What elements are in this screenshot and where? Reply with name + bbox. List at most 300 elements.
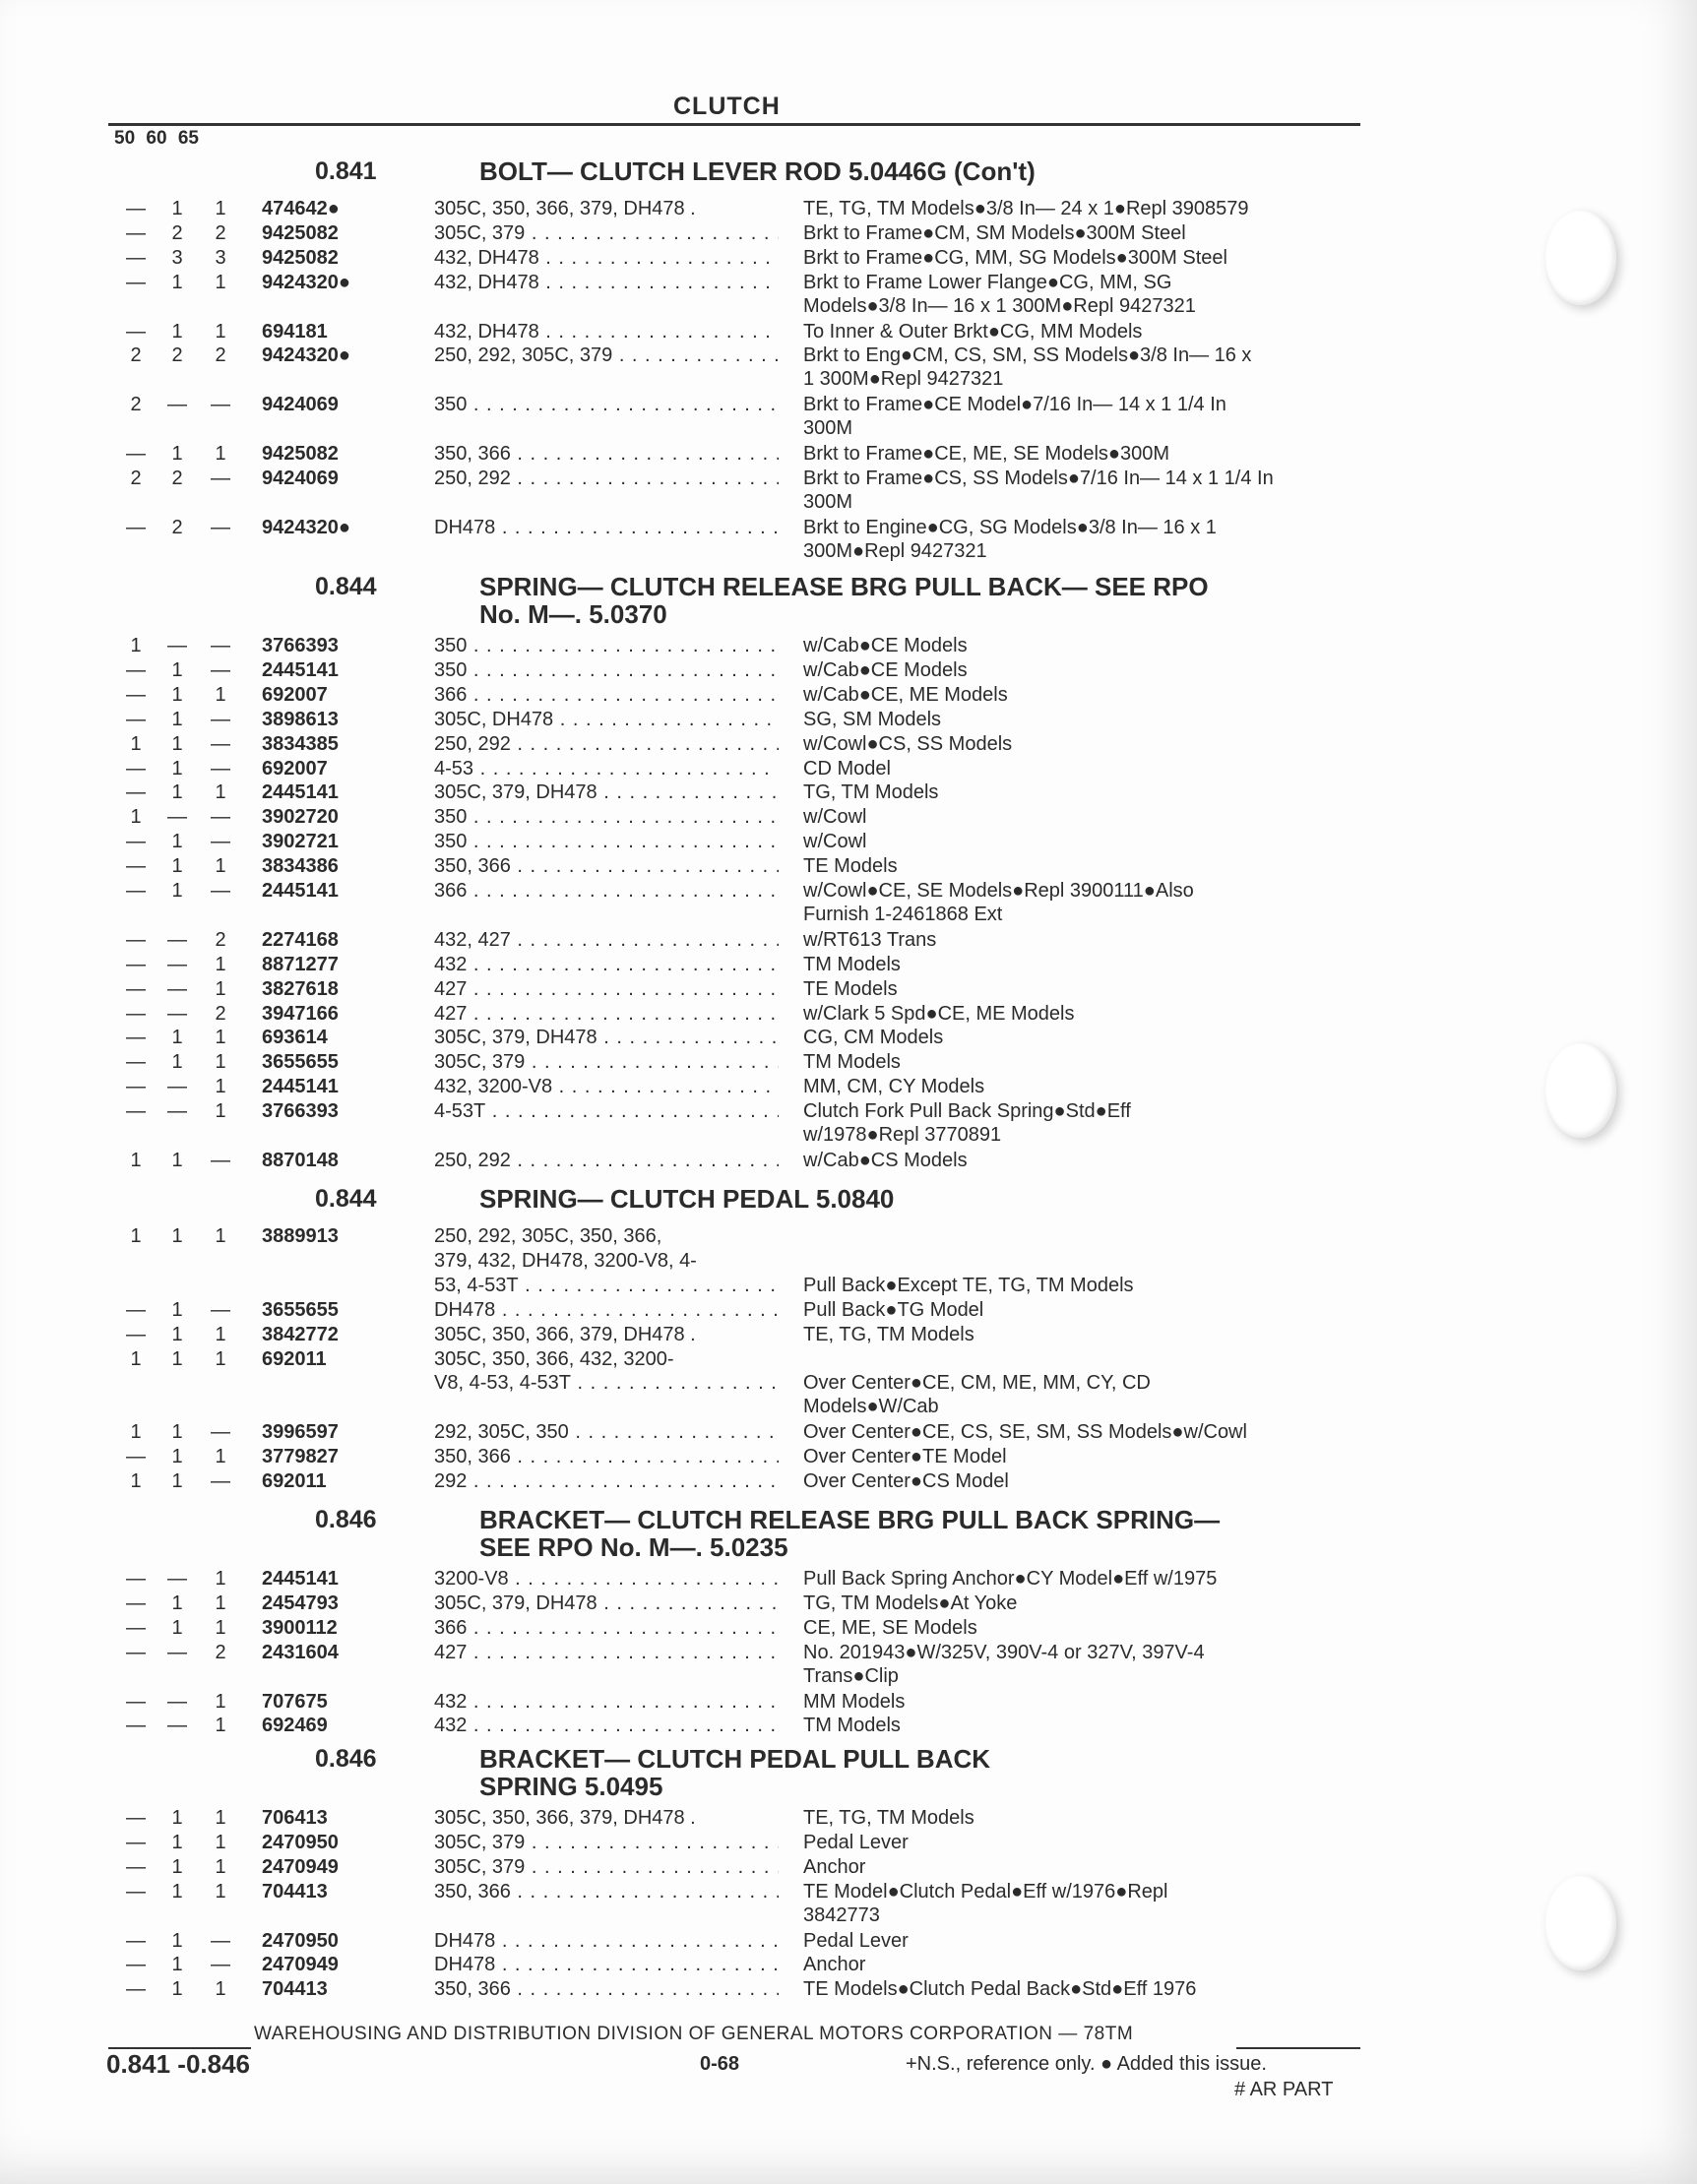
model-list: 432, DH478 . . . (434, 246, 779, 270)
description-line: CG, CM Models (803, 1027, 944, 1049)
punch-hole-bottom (1545, 1876, 1616, 1970)
description-line: CD Model (803, 757, 891, 780)
qty-1950: — (126, 246, 146, 269)
description-line: Over Center●CE, CS, SE, SM, SS Models●w/Cowl (803, 1421, 1247, 1444)
model-list: DH478 . . . (434, 516, 779, 539)
part-number: 2445141 (262, 658, 339, 681)
qty-1965: — (211, 394, 230, 416)
qty-1965: 1 (215, 271, 226, 293)
qty-1965: 2 (215, 344, 226, 367)
description-line: Brkt to Frame●CE Model●7/16 In— 14 x 1 1/4 In (803, 394, 1226, 416)
page-range: 0.841 -0.846 (106, 2049, 251, 2079)
qty-1960: 1 (171, 1347, 183, 1370)
model-list: 4-53T . . . (434, 1099, 779, 1123)
description-line: Over Center●CE, CM, ME, MM, CY, CD (803, 1372, 1151, 1395)
part-number: 2470950 (262, 1831, 339, 1853)
description (803, 1099, 1131, 1147)
qty-1960: 1 (171, 1591, 183, 1614)
description-line: 300M●Repl 9427321 (803, 539, 987, 562)
qty-1960: 1 (171, 1880, 183, 1903)
qty-1965: 1 (215, 1880, 226, 1903)
description (803, 879, 1194, 926)
description (803, 246, 1227, 270)
qty-1960: 1 (171, 443, 183, 465)
qty-1960: — (167, 635, 187, 656)
description-line: MM, CM, CY Models (803, 1076, 985, 1098)
qty-1960: — (167, 928, 187, 951)
description-line: 1 300M●Repl 9427321 (803, 368, 1004, 391)
section-number: 0.846 (315, 1506, 377, 1533)
section-title-line: SPRING— CLUTCH PEDAL 5.0840 (479, 1184, 895, 1214)
description (803, 1323, 974, 1346)
part-number: 3902720 (262, 806, 339, 829)
model-list: 427 . . . (434, 977, 779, 1001)
part-number: 3655655 (262, 1051, 339, 1074)
qty-1965: 1 (215, 1446, 226, 1468)
qty-1960: 1 (171, 1929, 183, 1952)
qty-1965: — (211, 1929, 230, 1952)
section-title-line: BRACKET— CLUTCH PEDAL PULL BACK (479, 1744, 991, 1774)
part-number: 694181 (262, 320, 328, 343)
qty-1960: 1 (171, 1807, 183, 1829)
qty-1960: 1 (171, 1323, 183, 1345)
description (803, 1690, 905, 1714)
qty-1960: 1 (171, 1421, 183, 1444)
qty-1950: 1 (130, 806, 142, 829)
legend-line: # AR PART (1234, 2079, 1334, 2100)
model-list: 432, DH478 . . . (434, 271, 779, 294)
part-number: 3842772 (262, 1323, 339, 1345)
footer-divider-right (1236, 2047, 1360, 2049)
description-line: To Inner & Outer Brkt●CG, MM Models (803, 320, 1143, 343)
section-title-line: SPRING— CLUTCH RELEASE BRG PULL BACK— SEE RPO (479, 572, 1209, 601)
part-number: 2445141 (262, 1568, 339, 1590)
model-list: 305C, 379 . . . (434, 221, 779, 245)
qty-1965: 1 (215, 977, 226, 1000)
description-line: Brkt to Frame●CM, SM Models●300M Steel (803, 221, 1186, 244)
description (803, 197, 1249, 220)
model-list: 366 . . . (434, 1616, 779, 1640)
qty-1960: 1 (171, 1225, 183, 1247)
description-line: Brkt to Engine●CG, SG Models●3/8 In— 16 x 1 (803, 516, 1217, 538)
qty-1950: — (126, 1002, 146, 1025)
description (803, 1469, 1009, 1493)
description-line: TE, TG, TM Models●3/8 In— 24 x 1●Repl 3908579 (803, 198, 1249, 219)
part-number: 2445141 (262, 1076, 339, 1098)
section-title (479, 1745, 990, 1800)
description-line: TM Models (803, 953, 901, 975)
description-line: w/Cowl●CS, SS Models (803, 732, 1013, 755)
part-number: 9424069 (262, 394, 339, 416)
part-number: 2445141 (262, 880, 339, 902)
punch-hole-middle (1545, 1043, 1616, 1138)
model-list: 432, DH478 . . . (434, 320, 779, 343)
description (803, 1567, 1217, 1591)
section-title (479, 1506, 1220, 1561)
model-list: 432 . . . (434, 953, 779, 976)
description-line: w/Cab●CE Models (803, 635, 968, 656)
qty-1960: 1 (171, 1954, 183, 1976)
qty-1950: — (126, 831, 146, 853)
qty-1965: — (211, 1954, 230, 1976)
qty-1965: — (211, 1298, 230, 1321)
qty-1965: — (211, 467, 230, 489)
part-number: 3766393 (262, 1100, 339, 1123)
qty-1965: 1 (215, 1100, 226, 1123)
part-number: 707675 (262, 1690, 328, 1713)
qty-1960: 1 (171, 658, 183, 681)
qty-1965: — (211, 1470, 230, 1492)
description (803, 1420, 1247, 1444)
description (803, 928, 936, 952)
description-line: TE Models●Clutch Pedal Back●Std●Eff 1976 (803, 1978, 1197, 2001)
qty-1965: 1 (215, 1591, 226, 1614)
description-line: Models●3/8 In— 16 x 1 300M●Repl 9427321 (803, 294, 1196, 317)
description-line: w/Cab●CE Models (803, 658, 968, 681)
qty-1950: — (126, 1100, 146, 1123)
footer-division: WAREHOUSING AND DISTRIBUTION DIVISION OF GENERAL MOTORS CORPORATION — 78TM (254, 2024, 1134, 2044)
description (803, 1298, 983, 1322)
description (803, 1929, 909, 1953)
part-number: 3834386 (262, 855, 339, 878)
qty-1960: — (167, 1690, 187, 1713)
model-list: 427 . . . (434, 1002, 779, 1026)
qty-1960: 1 (171, 757, 183, 780)
qty-1965: 1 (215, 1323, 226, 1345)
part-number: 3655655 (262, 1298, 339, 1321)
qty-1965: — (211, 1421, 230, 1444)
part-number: 2470950 (262, 1929, 339, 1952)
section-title-line: BOLT— CLUTCH LEVER ROD 5.0446G (Con't) (479, 156, 1036, 186)
description (803, 854, 898, 878)
section-title (479, 1185, 894, 1213)
part-number: 8871277 (262, 953, 339, 975)
description (803, 1880, 1168, 1927)
qty-1950: — (126, 757, 146, 780)
description (803, 221, 1186, 245)
part-number: 2274168 (262, 928, 339, 951)
qty-1965: 1 (215, 1568, 226, 1590)
qty-1960: 1 (171, 683, 183, 706)
qty-1950: 1 (130, 635, 142, 656)
description (803, 732, 1012, 756)
qty-1965: — (211, 757, 230, 780)
model-list: 305C, 379, DH478 . . . (434, 780, 779, 804)
qty-1950: — (126, 1323, 146, 1345)
model-list: 3200-V8 . . . (434, 1567, 779, 1591)
model-list: 350, 366 . . . (434, 854, 779, 878)
model-list: 350, 366 . . . (434, 1977, 779, 2001)
model-list: 4-53 . . . (434, 757, 779, 780)
description (803, 1371, 1151, 1418)
page-title: CLUTCH (673, 93, 781, 120)
model-list: 350 . . . (434, 830, 779, 853)
section-title (479, 573, 1209, 628)
qty-1965: 2 (215, 1002, 226, 1025)
qty-1965: 1 (215, 855, 226, 878)
qty-1950: — (126, 977, 146, 1000)
qty-1965: 1 (215, 953, 226, 975)
qty-1950: — (126, 953, 146, 975)
part-number: 3766393 (262, 635, 339, 656)
model-list: 305C, 350, 366, 379, DH478 . (434, 198, 696, 219)
description-line: TG, TM Models (803, 781, 939, 804)
description-line: CE, ME, SE Models (803, 1616, 977, 1639)
qty-1950: — (126, 1807, 146, 1829)
description (803, 442, 1169, 466)
part-number: 692007 (262, 683, 328, 706)
section-title-line: No. M—. 5.0370 (479, 599, 667, 629)
part-number: 2470949 (262, 1855, 339, 1878)
description-line: Clutch Fork Pull Back Spring●Std●Eff (803, 1100, 1131, 1123)
qty-1965: 1 (215, 1715, 226, 1737)
description (803, 1149, 968, 1172)
qty-1965: 1 (215, 781, 226, 804)
qty-1960: 1 (171, 732, 183, 755)
qty-1950: — (126, 855, 146, 878)
qty-1950: — (126, 708, 146, 730)
description-line: 300M (803, 490, 853, 513)
description-line: w/Cab●CS Models (803, 1149, 968, 1171)
qty-1965: — (211, 831, 230, 853)
model-list: 432, 427 . . . (434, 928, 779, 952)
qty-1960: 3 (171, 246, 183, 269)
qty-1950: — (126, 1715, 146, 1737)
model-list: 350 . . . (434, 805, 779, 829)
qty-1965: 1 (215, 683, 226, 706)
qty-1960: 1 (171, 831, 183, 853)
qty-1960: 1 (171, 198, 183, 219)
description (803, 516, 1217, 563)
qty-1950: — (126, 516, 146, 538)
qty-1960: 1 (171, 1831, 183, 1853)
model-list: 305C, DH478 . . . (434, 708, 779, 731)
part-number: 3947166 (262, 1002, 339, 1025)
part-number: 8870148 (262, 1149, 339, 1171)
part-number: 692011 (262, 1347, 327, 1370)
description-line: Brkt to Frame●CS, SS Models●7/16 In— 14 x 1 1/4 In (803, 467, 1274, 489)
qty-1950: — (126, 781, 146, 804)
description-line: Brkt to Frame●CE, ME, SE Models●300M (803, 443, 1170, 465)
qty-1965: 3 (215, 246, 226, 269)
description (803, 805, 866, 829)
part-number: 704413 (262, 1880, 328, 1903)
model-list: 379, 432, DH478, 3200-V8, 4- (434, 1249, 697, 1272)
section-title-line: SPRING 5.0495 (479, 1772, 663, 1801)
qty-1960: — (167, 394, 187, 416)
part-number: 9425082 (262, 443, 339, 465)
description (803, 1616, 977, 1640)
part-number: 704413 (262, 1978, 328, 2001)
part-number: 9425082 (262, 246, 339, 269)
description-line: TE, TG, TM Models (803, 1323, 974, 1345)
qty-1950: — (126, 1298, 146, 1321)
description (803, 780, 938, 804)
qty-1950: 1 (130, 1421, 142, 1444)
model-list: 250, 292, 305C, 350, 366, (434, 1225, 662, 1247)
model-list: DH478 . . . (434, 1953, 779, 1976)
description (803, 1002, 1075, 1026)
description (803, 1855, 865, 1879)
model-list: 366 . . . (434, 683, 779, 707)
qty-1950: — (126, 320, 146, 343)
model-list: 350, 366 . . . (434, 1880, 779, 1903)
description (803, 1050, 901, 1074)
qty-1965: — (211, 658, 230, 681)
qty-1960: — (167, 1076, 187, 1098)
description (803, 830, 866, 853)
model-list: 250, 292 . . . (434, 732, 779, 756)
qty-1965: — (211, 806, 230, 829)
part-number: 693614 (262, 1027, 328, 1049)
qty-1960: — (167, 1641, 187, 1663)
description-line: Pedal Lever (803, 1831, 909, 1853)
model-list: 350, 366 . . . (434, 442, 779, 466)
model-list: 250, 292 . . . (434, 467, 779, 490)
qty-1960: — (167, 1568, 187, 1590)
qty-1950: 1 (130, 732, 142, 755)
part-number: 3827618 (262, 977, 339, 1000)
qty-1965: 1 (215, 1051, 226, 1074)
description-line: Pull Back●TG Model (803, 1298, 984, 1321)
part-number: 474642● (262, 198, 340, 219)
description (803, 467, 1274, 514)
description-line: TE, TG, TM Models (803, 1807, 974, 1829)
qty-1960: — (167, 953, 187, 975)
qty-1960: 1 (171, 1855, 183, 1878)
model-list: 305C, 379 . . . (434, 1831, 779, 1854)
qty-1960: 1 (171, 320, 183, 343)
model-list: 305C, 350, 366, 432, 3200- (434, 1347, 674, 1370)
description-line: Over Center●TE Model (803, 1446, 1007, 1468)
description-line: Brkt to Eng●CM, CS, SM, SS Models●3/8 In— 16 x (803, 344, 1252, 367)
part-number: 3902721 (262, 831, 339, 853)
model-list: 350 . . . (434, 393, 779, 416)
part-number: 692011 (262, 1470, 327, 1492)
description-line: Brkt to Frame Lower Flange●CG, MM, SG (803, 271, 1172, 293)
description-line: Over Center●CS Model (803, 1470, 1009, 1492)
qty-1950: 1 (130, 1149, 142, 1171)
qty-1950: — (126, 1690, 146, 1713)
qty-1950: — (126, 1880, 146, 1903)
qty-1965: 2 (215, 1641, 226, 1663)
qty-1950: — (126, 1831, 146, 1853)
qty-1965: — (211, 516, 230, 538)
model-list: V8, 4-53, 4-53T . . . (434, 1371, 779, 1395)
qty-1965: 1 (215, 1807, 226, 1829)
description (803, 953, 901, 976)
qty-1960: 1 (171, 781, 183, 804)
qty-1950: — (126, 658, 146, 681)
qty-1965: 1 (215, 1831, 226, 1853)
model-list: 305C, 379 . . . (434, 1855, 779, 1879)
qty-1965: 2 (215, 928, 226, 951)
part-number: 692469 (262, 1715, 328, 1737)
qty-1965: 1 (215, 198, 226, 219)
description-line: w/1978●Repl 3770891 (803, 1124, 1002, 1147)
qty-1950: — (126, 1929, 146, 1952)
part-number: 3889913 (262, 1225, 339, 1247)
description-line: Pull Back●Except TE, TG, TM Models (803, 1274, 1134, 1296)
qty-1960: — (167, 977, 187, 1000)
qty-1960: 1 (171, 708, 183, 730)
description (803, 1953, 865, 1976)
part-number: 706413 (262, 1807, 328, 1829)
qty-1960: 1 (171, 1616, 183, 1639)
qty-1960: — (167, 1715, 187, 1737)
qty-1950: 1 (130, 1225, 142, 1247)
part-number: 3898613 (262, 708, 339, 730)
qty-1965: 1 (215, 443, 226, 465)
description-line: TE Models (803, 855, 898, 878)
qty-1950: — (126, 1076, 146, 1098)
qty-1950: 2 (130, 394, 142, 416)
qty-1950: — (126, 1641, 146, 1663)
description (803, 634, 968, 657)
page-number: 0-68 (700, 2053, 740, 2075)
part-number: 2470949 (262, 1954, 339, 1976)
legend-line: +N.S., reference only. ● Added this issue. (906, 2053, 1267, 2075)
model-list: 350 . . . (434, 658, 779, 682)
qty-1960: 2 (171, 344, 183, 367)
qty-1950: — (126, 271, 146, 293)
qty-1950: — (126, 1855, 146, 1878)
qty-1950: 1 (130, 1470, 142, 1492)
description-line: Trans●Clip (803, 1664, 899, 1687)
description-line: No. 201943●W/325V, 390V-4 or 327V, 397V-4 (803, 1641, 1205, 1663)
section-number: 0.846 (315, 1745, 377, 1773)
description (803, 1977, 1196, 2001)
description (803, 1591, 1017, 1615)
qty-1965: — (211, 1149, 230, 1171)
qty-1960: 1 (171, 855, 183, 878)
qty-1965: 1 (215, 320, 226, 343)
description (803, 683, 1008, 707)
qty-1950: 2 (130, 344, 142, 367)
part-number: 3779827 (262, 1446, 339, 1468)
description (803, 320, 1142, 343)
year-column-labels: 50 60 65 (114, 128, 199, 149)
punch-hole-top (1545, 211, 1616, 305)
model-list: 292 . . . (434, 1469, 779, 1493)
description-line: TG, TM Models●At Yoke (803, 1591, 1018, 1614)
qty-1965: 1 (215, 1076, 226, 1098)
qty-1960: 1 (171, 271, 183, 293)
qty-1950: — (126, 1591, 146, 1614)
qty-1950: — (126, 198, 146, 219)
description-line: Furnish 1-2461868 Ext (803, 904, 1003, 925)
model-list: 250, 292, 305C, 379 . . . (434, 343, 779, 367)
qty-1960: 1 (171, 1149, 183, 1171)
qty-1950: — (126, 683, 146, 706)
description (803, 1714, 901, 1737)
description (803, 1274, 1134, 1297)
qty-1960: 1 (171, 1298, 183, 1321)
qty-1950: 2 (130, 467, 142, 489)
qty-1965: — (211, 635, 230, 656)
section-number: 0.844 (315, 573, 377, 600)
model-list: 250, 292 . . . (434, 1149, 779, 1172)
qty-1950: — (126, 1616, 146, 1639)
part-number: 2445141 (262, 781, 339, 804)
model-list: 292, 305C, 350 . . . (434, 1420, 779, 1444)
qty-1950: — (126, 1027, 146, 1049)
qty-1965: 1 (215, 1347, 226, 1370)
description-line: 3842773 (803, 1903, 880, 1926)
description-line: TE Models (803, 977, 898, 1000)
description-line: Brkt to Frame●CG, MM, SG Models●300M Steel (803, 246, 1227, 269)
qty-1950: 1 (130, 1347, 142, 1370)
